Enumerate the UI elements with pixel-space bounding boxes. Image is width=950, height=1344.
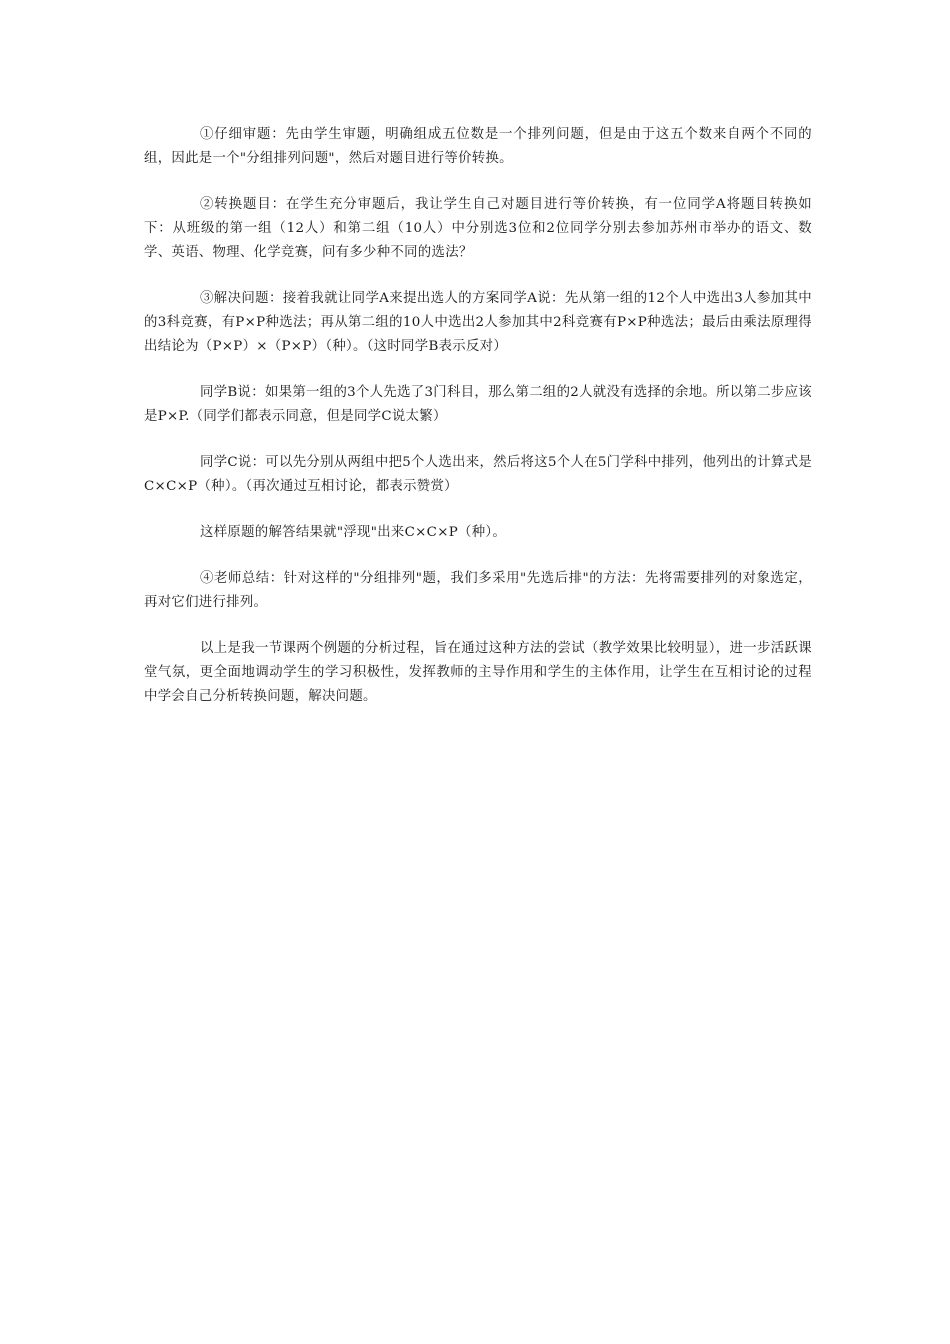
paragraph-student-c: 同学C说：可以先分别从两组中把5个人选出来，然后将这5个人在5门学科中排列，他列出的计算式是C×C×P（种）。（再次通过互相讨论，都表示赞赏） <box>144 455 813 494</box>
paragraph-step4-summary: ④老师总结：针对这样的"分组排列"题，我们多采用"先选后排"的方法：先将需要排列的对象选定，再对它们进行排列。 <box>144 571 812 610</box>
paragraph-result: 这样原题的解答结果就"浮现"出来C×C×P（种）。 <box>200 525 507 540</box>
paragraph-step1-review: ①仔细审题：先由学生审题，明确组成五位数是一个排列问题，但是由于这五个数来自两个不同的组，因此是一个"分组排列问题"，然后对题目进行等价转换。 <box>144 127 812 166</box>
paragraph-student-b: 同学B说：如果第一组的3个人先选了3门科目，那么第二组的2人就没有选择的余地。所以第二步应该是P×P.（同学们都表示同意，但是同学C说太繁） <box>144 385 812 424</box>
document-body <box>144 123 812 731</box>
paragraph-step2-transform: ②转换题目：在学生充分审题后，我让学生自己对题目进行等价转换，有一位同学A将题目转换如下：从班级的第一组（12人）和第二组（10人）中分别选3位和2位同学分别去参加苏州市举办的语文、数学、英语、物理、化学竞赛，问有多少种不同的选法？ <box>144 197 812 260</box>
paragraph-step3-solve: ③解决问题：接着我就让同学A来提出选人的方案同学A说：先从第一组的12个人中选出3人参加其中的3科竞赛，有P×P种选法；再从第二组的10人中选出2人参加其中2科竞赛有P×P种选法；最后由乘法原理得出结论为（P×P）×（P×P）（种）。（这时同学B表示反对） <box>144 291 812 354</box>
paragraph-conclusion: 以上是我一节课两个例题的分析过程，旨在通过这种方法的尝试（教学效果比较明显），进一步活跃课堂气氛，更全面地调动学生的学习积极性，发挥教师的主导作用和学生的主体作用，让学生在互相讨论的过程中学会自己分析转换问题，解决问题。 <box>144 641 812 704</box>
